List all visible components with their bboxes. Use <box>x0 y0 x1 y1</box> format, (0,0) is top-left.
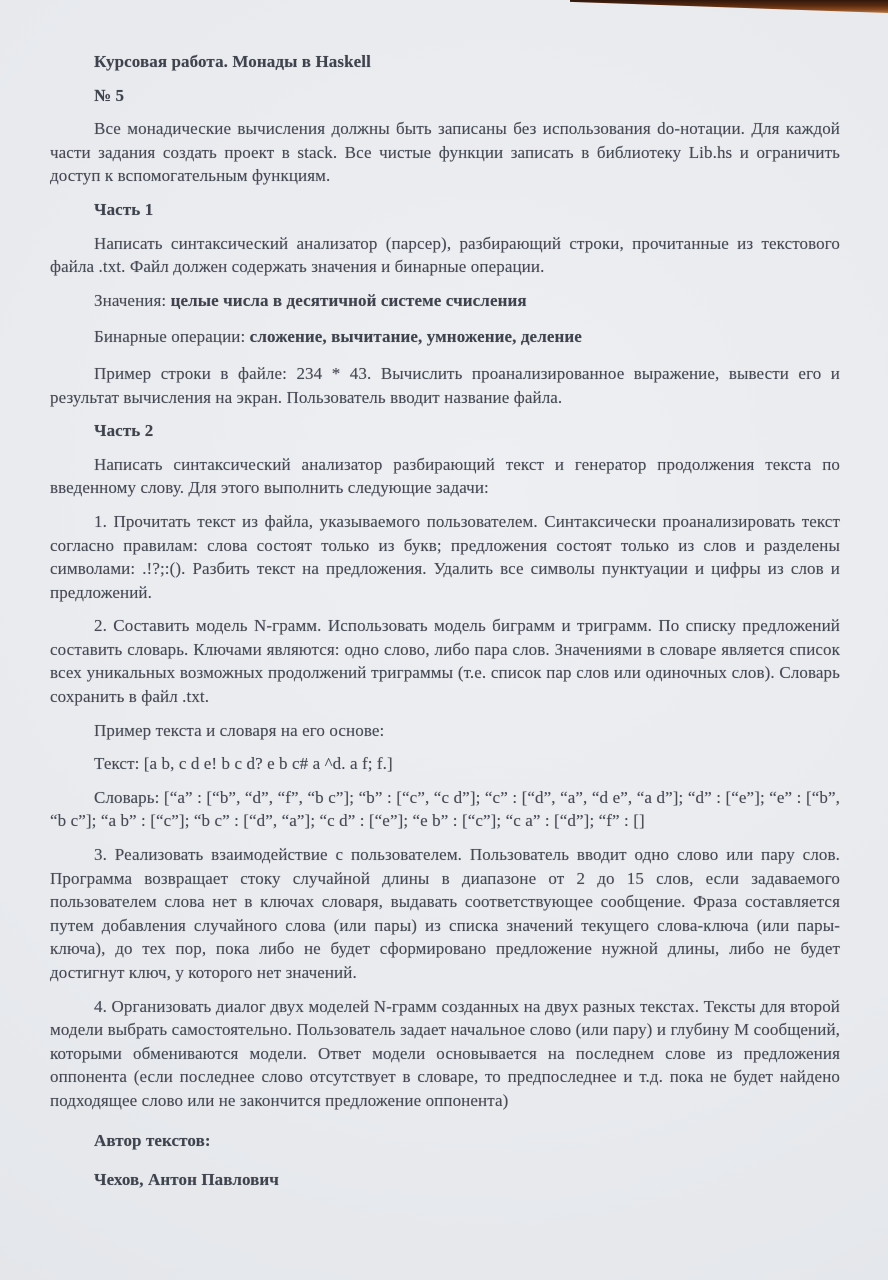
part1-heading: Часть 1 <box>94 199 154 219</box>
author-label: Автор текстов: <box>94 1130 211 1150</box>
task-3-paragraph: 3. Реализовать взаимодействие с пользователем. Пользователь вводит одно слово или пару слов. Программа возвращает стоку случайной длины в диапазоне от 2 до 15 слов, если задаваемого пользователем слова нет в ключах словаря, выдавать соответствующее сообщение. Фраза составляется путем добавления случайного слова (или пары) из списка значений текущего слова-ключа (или пары-ключа), до тех пор, пока либо не будет сформировано предложение нужной длины, либо не будет достигнут ключ, у которого нет значений. <box>50 845 840 982</box>
task-1-paragraph: 1. Прочитать текст из файла, указываемого пользователем. Синтаксически проанализировать текст согласно правилам: слова состоят только из букв; предложения состоят только из слов и разделены символами: .!?;:(). Разбить текст на предложения. Удалить все символы пунктуации и цифры из слов и предложений. <box>50 511 840 602</box>
part2-description: Написать синтаксический анализатор разбирающий текст и генератор продолжения текста по введенному слову. Для этого выполнить следующие задачи: <box>50 454 840 498</box>
task-2-paragraph: 2. Составить модель N-грамм. Использовать модель биграмм и триграмм. По списку предложений составить словарь. Ключами являются: одно слово, либо пара слов. Значениями в словаре является список всех уникальных возможных продолжений триграммы (т.е. список пар слов или одиночных слов). Словарь сохранить в файл .txt. <box>50 616 840 707</box>
part2-heading: Часть 2 <box>94 421 154 441</box>
author-name: Чехов, Антон Павлович <box>94 1170 279 1190</box>
operations-label: Бинарные операции: <box>94 327 250 347</box>
operations-line <box>50 325 840 349</box>
example-dictionary-paragraph: Словарь: [“a” : [“b”, “d”, “f”, “b c”]; “b” : [“c”, “c d”]; “c” : [“d”, “a”, “d e”, “a d”]; “d” : [“e”]; “e” : [“b”, “b c”]; “a b” : [“c”]; “b c” : [“d”, “a”]; “c d” : [“e”]; “e b” : [“c”]; “c a” : [“d”]; “f” : [] <box>50 787 840 831</box>
example-intro-paragraph: Пример текста и словаря на его основе: <box>94 720 385 740</box>
operations-text: сложение, вычитание, умножение, деление <box>249 327 582 347</box>
values-label: Значения: <box>94 290 171 310</box>
variant-number: № 5 <box>94 85 125 105</box>
part1-example-paragraph: Пример строки в файле: 234 * 43. Вычислить проанализированное выражение, вывести его и результат вычисления на экран. Пользователь вводит название файла. <box>50 363 840 407</box>
intro-paragraph: Все монадические вычисления должны быть записаны без использования do-нотации. Для каждой части задания создать проект в stack. Все чистые функции записать в библиотеку Lib.hs и ограничить доступ к вспомогательным функциям. <box>50 119 840 186</box>
document-title: Курсовая работа. Монады в Haskell <box>94 52 371 71</box>
part1-description: Написать синтаксический анализатор (парсер), разбирающий строки, прочитанные из текстового файла .txt. Файл должен содержать значения и бинарные операции. <box>50 233 840 277</box>
example-text-paragraph: Текст: [a b, c d e! b c d? e b c# a ^d. a f; f.] <box>94 754 393 774</box>
task-4-paragraph: 4. Организовать диалог двух моделей N-грамм созданных на двух разных текстах. Тексты для второй модели выбрать самостоятельно. Пользователь задает начальное слово (или пару) и глубину М сообщений, которыми обмениваются модели. Ответ модели основывается на последнем слове из предложения оппонента (если последнее слово отсутствует в словаре, то предпоследнее и т.д. пока не будет найдено подходящее слово или не закончится предложение оппонента) <box>50 996 840 1110</box>
document-page <box>50 50 840 1202</box>
table-surface-corner <box>570 0 888 13</box>
values-line <box>50 289 840 313</box>
values-text: целые числа в десятичной системе счисления <box>170 290 527 310</box>
